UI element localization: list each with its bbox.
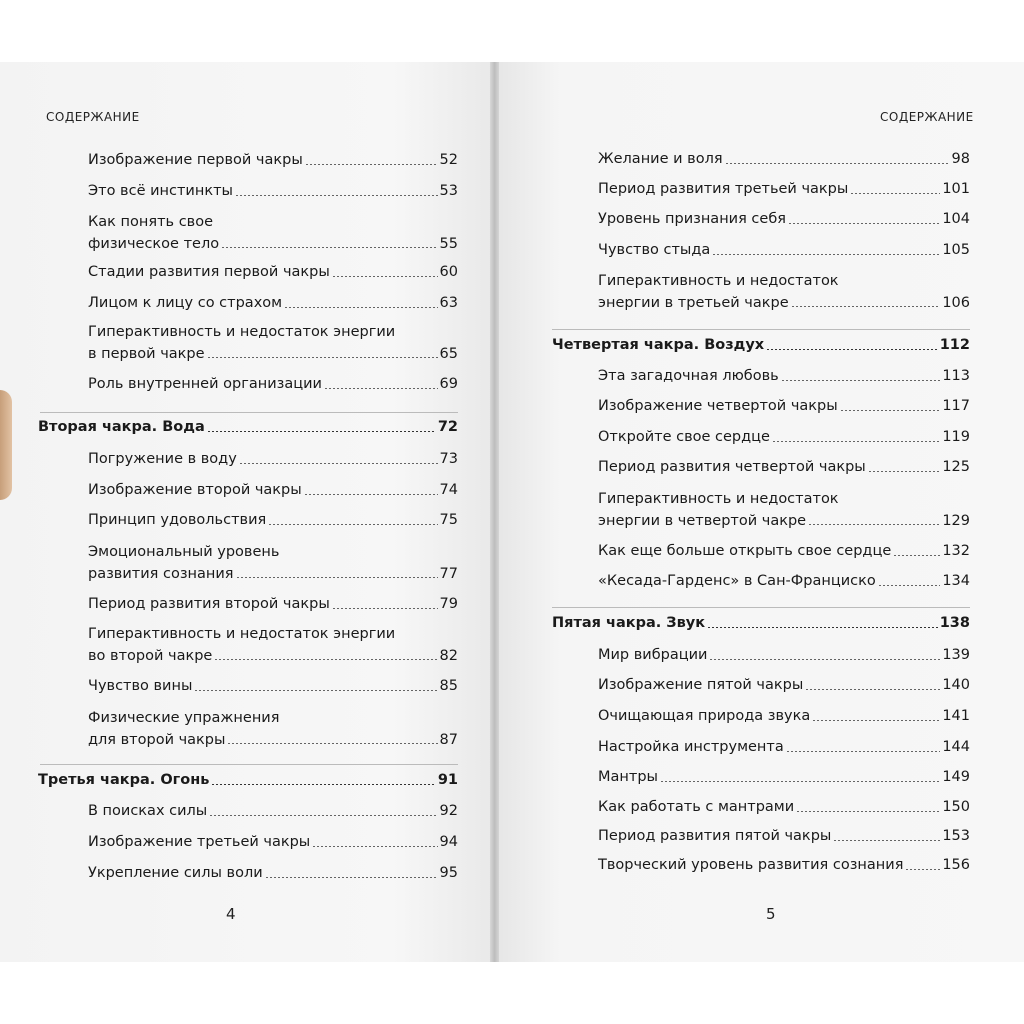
dot-leader (235, 195, 438, 196)
toc-entry (88, 452, 458, 467)
right-running-head: СОДЕРЖАНИЕ (880, 110, 974, 124)
toc-page-number: 69 (439, 376, 458, 392)
toc-page-number: 85 (439, 678, 458, 694)
toc-page-number: 150 (942, 799, 970, 815)
toc-entry-title: Очищающая природа звука (598, 708, 811, 724)
toc-entry (598, 770, 970, 785)
toc-entry-title: развития сознания (88, 565, 234, 582)
toc-page-number: 79 (439, 596, 458, 612)
dot-leader (791, 306, 941, 307)
dot-leader (660, 781, 940, 782)
toc-entry (88, 866, 458, 881)
toc-entry-title: Изображение четвертой чакры (598, 398, 838, 414)
dot-leader (227, 743, 437, 744)
toc-entry (598, 829, 970, 844)
toc-page-number: 95 (439, 865, 458, 881)
dot-leader (239, 463, 438, 464)
toc-entry (598, 492, 970, 528)
toc-entry-title: Как еще больше открыть свое сердце (598, 543, 892, 559)
toc-entry-title: Настройка инструмента (598, 739, 784, 755)
toc-entry (88, 711, 458, 747)
toc-page-number: 104 (942, 211, 970, 227)
section-divider (40, 764, 458, 765)
book-gutter (490, 62, 499, 962)
toc-entry-title: Укрепление силы воли (88, 865, 263, 881)
left-page-number: 4 (226, 905, 236, 923)
dot-leader (796, 811, 940, 812)
toc-entry (598, 212, 970, 227)
dot-leader (893, 555, 940, 556)
dot-leader (786, 751, 941, 752)
dot-leader (214, 659, 437, 660)
section-divider (552, 607, 970, 608)
toc-page-number: 73 (439, 451, 458, 467)
dot-leader (808, 524, 940, 525)
toc-page-number: 82 (439, 647, 458, 664)
toc-entry-title: Как понять свое (88, 214, 214, 230)
toc-entry-title: Период развития четвертой чакры (598, 459, 866, 475)
toc-page-number: 53 (439, 183, 458, 199)
toc-entry-title: Гиперактивность и недостаток энергии (88, 324, 396, 340)
dot-leader (207, 357, 438, 358)
toc-entry-title: Период развития пятой чакры (598, 828, 832, 844)
toc-entry-title: Погружение в воду (88, 451, 237, 467)
toc-entry (598, 243, 970, 258)
toc-entry-title: в первой чакре (88, 345, 205, 362)
toc-entry-title: во второй чакре (88, 647, 213, 664)
toc-chapter-entry (38, 773, 458, 788)
dot-leader (324, 388, 438, 389)
toc-page-number: 140 (942, 677, 970, 693)
dot-leader (236, 577, 438, 578)
toc-chapter-entry (552, 616, 970, 631)
toc-entry (88, 513, 458, 528)
toc-page-number: 139 (942, 647, 970, 663)
dot-leader (712, 254, 940, 255)
toc-entry (88, 679, 458, 694)
toc-entry-title: Период развития третьей чакры (598, 181, 849, 197)
dot-leader (905, 869, 940, 870)
toc-entry-title: Уровень признания себя (598, 211, 786, 227)
toc-page-number: 101 (942, 181, 970, 197)
toc-entry-title: Мир вибрации (598, 647, 708, 663)
toc-entry (598, 678, 970, 693)
toc-entry (598, 152, 970, 167)
toc-entry-title: Физические упражнения (88, 710, 280, 726)
section-divider (552, 329, 970, 330)
toc-entry-title: Изображение второй чакры (88, 482, 302, 498)
dot-leader (805, 689, 940, 690)
dot-leader (840, 410, 941, 411)
dot-leader (332, 276, 438, 277)
toc-entry (598, 800, 970, 815)
toc-page-number: 98 (951, 151, 970, 167)
toc-page-number: 132 (942, 543, 970, 559)
dot-leader (833, 840, 940, 841)
dot-leader (332, 608, 438, 609)
toc-entry (598, 274, 970, 310)
dot-leader (211, 784, 435, 785)
toc-entry (88, 377, 458, 392)
toc-page-number: 125 (942, 459, 970, 475)
toc-page-number: 134 (942, 573, 970, 589)
dot-leader (850, 193, 940, 194)
toc-page-number: 87 (439, 731, 458, 748)
toc-page-number: 117 (942, 398, 970, 414)
toc-entry (88, 627, 458, 663)
toc-entry (598, 182, 970, 197)
toc-entry (598, 369, 970, 384)
toc-entry-title: Гиперактивность и недостаток (598, 273, 839, 289)
dot-leader (812, 720, 940, 721)
toc-entry (88, 804, 458, 819)
toc-entry-title: В поисках силы (88, 803, 208, 819)
toc-entry (88, 545, 458, 581)
toc-page-number: 113 (942, 368, 970, 384)
toc-entry-title: Изображение пятой чакры (598, 677, 804, 693)
toc-entry (88, 597, 458, 612)
toc-page-number: 129 (942, 512, 970, 529)
toc-entry-title: Четвертая чакра. Воздух (552, 337, 765, 353)
toc-entry (598, 648, 970, 663)
toc-entry (598, 544, 970, 559)
dot-leader (209, 815, 437, 816)
toc-page-number: 153 (942, 828, 970, 844)
toc-page-number: 105 (942, 242, 970, 258)
toc-entry (598, 574, 970, 589)
toc-page-number: 65 (439, 345, 458, 362)
toc-entry (598, 460, 970, 475)
toc-page-number: 77 (439, 565, 458, 582)
toc-entry (88, 153, 458, 168)
left-running-head: СОДЕРЖАНИЕ (46, 110, 140, 124)
dot-leader (878, 585, 941, 586)
toc-page-number: 144 (942, 739, 970, 755)
toc-entry-title: Эмоциональный уровень (88, 544, 280, 560)
dot-leader (709, 659, 940, 660)
toc-page-number: 94 (439, 834, 458, 850)
toc-page-number: 55 (439, 235, 458, 252)
holding-thumb (0, 390, 12, 500)
toc-entry-title: Изображение первой чакры (88, 152, 303, 168)
toc-page-number: 52 (439, 152, 458, 168)
dot-leader (781, 380, 941, 381)
toc-entry-title: Это всё инстинкты (88, 183, 233, 199)
toc-entry-title: для второй чакры (88, 731, 226, 748)
toc-entry (88, 296, 458, 311)
toc-page-number: 112 (939, 337, 970, 353)
toc-page-number: 156 (942, 857, 970, 873)
toc-entry (598, 430, 970, 445)
dot-leader (284, 307, 437, 308)
toc-entry-title: Откройте свое сердце (598, 429, 770, 445)
dot-leader (304, 494, 438, 495)
toc-entry-title: Период развития второй чакры (88, 596, 330, 612)
toc-page-number: 119 (942, 429, 970, 445)
toc-entry-title: Гиперактивность и недостаток (598, 491, 839, 507)
toc-page-number: 91 (437, 772, 458, 788)
dot-leader (788, 223, 940, 224)
toc-entry (88, 265, 458, 280)
toc-entry-title: Чувство стыда (598, 242, 711, 258)
dot-leader (772, 441, 940, 442)
toc-entry-title: Мантры (598, 769, 658, 785)
toc-entry-title: Гиперактивность и недостаток энергии (88, 626, 396, 642)
toc-entry (598, 740, 970, 755)
toc-entry-title: энергии в четвертой чакре (598, 512, 807, 529)
toc-entry-title: Пятая чакра. Звук (552, 615, 706, 631)
toc-entry-title: Третья чакра. Огонь (38, 772, 210, 788)
toc-entry (88, 835, 458, 850)
toc-page-number: 72 (437, 419, 458, 435)
toc-entry-title: Как работать с мантрами (598, 799, 795, 815)
section-divider (40, 412, 458, 413)
dot-leader (868, 471, 941, 472)
toc-entry (88, 184, 458, 199)
toc-page-number: 106 (942, 294, 970, 311)
dot-leader (194, 690, 437, 691)
toc-page-number: 63 (439, 295, 458, 311)
toc-entry-title: Принцип удовольствия (88, 512, 267, 528)
toc-chapter-entry (552, 338, 970, 353)
dot-leader (725, 163, 950, 164)
toc-page-number: 74 (439, 482, 458, 498)
dot-leader (265, 877, 438, 878)
toc-entry-title: Чувство вины (88, 678, 193, 694)
toc-page-number: 141 (942, 708, 970, 724)
toc-entry (598, 709, 970, 724)
toc-chapter-entry (38, 420, 458, 435)
toc-entry-title: Роль внутренней организации (88, 376, 322, 392)
dot-leader (766, 349, 938, 350)
toc-entry-title: физическое тело (88, 235, 220, 252)
toc-entry-title: «Кесада-Гарденс» в Сан-Франциско (598, 573, 876, 589)
toc-entry-title: Творческий уровень развития сознания (598, 857, 904, 873)
toc-entry-title: Желание и воля (598, 151, 723, 167)
dot-leader (305, 164, 438, 165)
dot-leader (707, 627, 938, 628)
toc-page-number: 149 (942, 769, 970, 785)
toc-entry (88, 325, 458, 361)
toc-entry-title: Стадии развития первой чакры (88, 264, 330, 280)
dot-leader (207, 431, 436, 432)
toc-page-number: 138 (939, 615, 970, 631)
toc-entry-title: энергии в третьей чакре (598, 294, 789, 311)
toc-entry (88, 215, 458, 251)
toc-page-number: 60 (439, 264, 458, 280)
toc-entry (598, 858, 970, 873)
dot-leader (312, 846, 437, 847)
toc-entry (88, 483, 458, 498)
dot-leader (268, 524, 437, 525)
toc-entry-title: Лицом к лицу со страхом (88, 295, 283, 311)
dot-leader (221, 247, 437, 248)
toc-entry-title: Вторая чакра. Вода (38, 419, 205, 435)
toc-page-number: 92 (439, 803, 458, 819)
toc-page-number: 75 (439, 512, 458, 528)
toc-entry (598, 399, 970, 414)
toc-entry-title: Изображение третьей чакры (88, 834, 311, 850)
right-page-number: 5 (766, 905, 776, 923)
toc-entry-title: Эта загадочная любовь (598, 368, 779, 384)
